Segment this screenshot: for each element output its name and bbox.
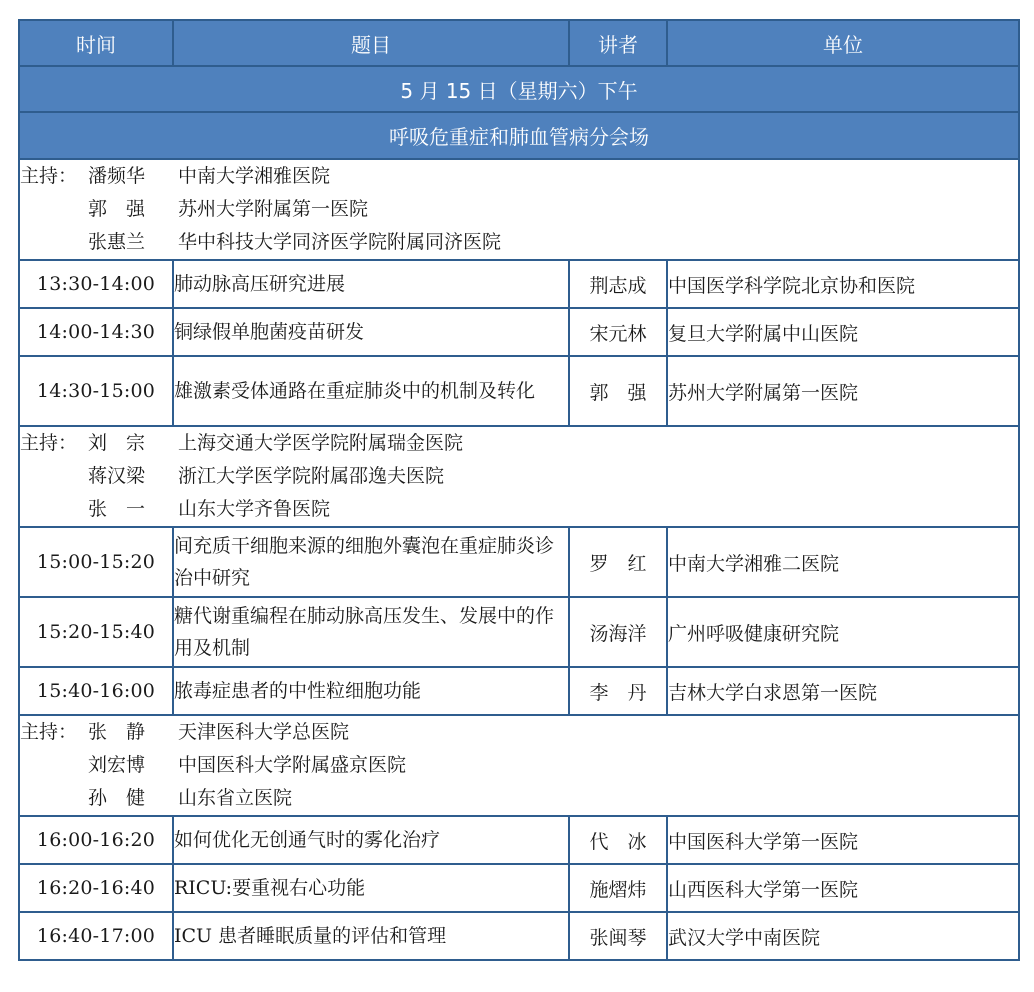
moderator-name: 刘 宗 <box>88 432 146 454</box>
header-topic: 题目 <box>173 20 569 66</box>
talk-speaker: 郭 强 <box>569 356 667 426</box>
talk-topic: 脓毒症患者的中性粒细胞功能 <box>173 667 569 715</box>
moderator-line <box>20 460 1018 493</box>
moderator-row <box>19 159 1019 260</box>
talk-affiliation: 中南大学湘雅二医院 <box>667 527 1019 597</box>
moderator-institution: 中国医科大学附属盛京医院 <box>178 754 407 776</box>
moderator-prefix: 主持： <box>20 432 78 454</box>
talk-speaker: 宋元林 <box>569 308 667 356</box>
talk-speaker: 代 冰 <box>569 816 667 864</box>
talk-row <box>19 356 1019 426</box>
moderator-block <box>19 715 1019 816</box>
moderator-row <box>19 715 1019 816</box>
talk-time: 15:40-16:00 <box>19 667 173 715</box>
talk-row <box>19 864 1019 912</box>
moderator-line <box>20 716 1018 749</box>
moderator-institution: 中南大学湘雅医院 <box>178 165 331 187</box>
moderator-institution: 山东大学齐鲁医院 <box>178 498 331 520</box>
moderator-institution: 苏州大学附属第一医院 <box>178 198 369 220</box>
talk-time: 14:00-14:30 <box>19 308 173 356</box>
session-title: 呼吸危重症和肺血管病分会场 <box>19 112 1019 159</box>
talk-speaker: 罗 红 <box>569 527 667 597</box>
header-row <box>19 20 1019 66</box>
moderator-name: 张惠兰 <box>88 231 146 253</box>
talk-row <box>19 597 1019 667</box>
moderator-block <box>19 426 1019 527</box>
talk-time: 13:30-14:00 <box>19 260 173 308</box>
talk-speaker: 荆志成 <box>569 260 667 308</box>
moderator-row <box>19 426 1019 527</box>
moderator-line <box>20 782 1018 815</box>
session-band-row <box>19 112 1019 159</box>
talk-row <box>19 816 1019 864</box>
talk-topic: 如何优化无创通气时的雾化治疗 <box>173 816 569 864</box>
talk-topic: 雄激素受体通路在重症肺炎中的机制及转化 <box>173 356 569 426</box>
talk-topic: RICU:要重视右心功能 <box>173 864 569 912</box>
moderator-name: 潘频华 <box>88 165 146 187</box>
moderator-institution: 华中科技大学同济医学院附属同济医院 <box>178 231 502 253</box>
talk-speaker: 张闽琴 <box>569 912 667 960</box>
moderator-block <box>19 159 1019 260</box>
talk-time: 15:20-15:40 <box>19 597 173 667</box>
talk-affiliation: 山西医科大学第一医院 <box>667 864 1019 912</box>
moderator-name: 郭 强 <box>88 198 146 220</box>
talk-affiliation: 武汉大学中南医院 <box>667 912 1019 960</box>
moderator-prefix: 主持： <box>20 165 78 187</box>
talk-affiliation: 苏州大学附属第一医院 <box>667 356 1019 426</box>
moderator-institution: 天津医科大学总医院 <box>178 721 350 743</box>
talk-topic: 铜绿假单胞菌疫苗研发 <box>173 308 569 356</box>
talk-speaker: 李 丹 <box>569 667 667 715</box>
talk-row <box>19 912 1019 960</box>
talk-affiliation: 中国医科大学第一医院 <box>667 816 1019 864</box>
talk-topic: ICU 患者睡眠质量的评估和管理 <box>173 912 569 960</box>
talk-topic: 糖代谢重编程在肺动脉高压发生、发展中的作用及机制 <box>173 597 569 667</box>
moderator-prefix: 主持： <box>20 721 78 743</box>
moderator-institution: 山东省立医院 <box>178 787 293 809</box>
talk-affiliation: 中国医学科学院北京协和医院 <box>667 260 1019 308</box>
moderator-name: 蒋汉梁 <box>88 465 146 487</box>
moderator-name: 张 一 <box>88 498 146 520</box>
moderator-line <box>20 226 1018 259</box>
talk-row <box>19 260 1019 308</box>
date-band-row <box>19 66 1019 112</box>
date-band: 5 月 15 日（星期六）下午 <box>19 66 1019 112</box>
moderator-line <box>20 493 1018 526</box>
talk-affiliation: 吉林大学白求恩第一医院 <box>667 667 1019 715</box>
talk-time: 14:30-15:00 <box>19 356 173 426</box>
moderator-line <box>20 749 1018 782</box>
talk-speaker: 汤海洋 <box>569 597 667 667</box>
talk-time: 15:00-15:20 <box>19 527 173 597</box>
moderator-name: 刘宏博 <box>88 754 146 776</box>
talk-affiliation: 广州呼吸健康研究院 <box>667 597 1019 667</box>
header-affiliation: 单位 <box>667 20 1019 66</box>
talk-row <box>19 667 1019 715</box>
talk-row <box>19 308 1019 356</box>
talk-time: 16:00-16:20 <box>19 816 173 864</box>
moderator-institution: 浙江大学医学院附属邵逸夫医院 <box>178 465 445 487</box>
moderator-institution: 上海交通大学医学院附属瑞金医院 <box>178 432 464 454</box>
moderator-line <box>20 193 1018 226</box>
header-time: 时间 <box>19 20 173 66</box>
talk-time: 16:40-17:00 <box>19 912 173 960</box>
talk-topic: 肺动脉高压研究进展 <box>173 260 569 308</box>
schedule-frame <box>18 19 1018 961</box>
moderator-line <box>20 160 1018 193</box>
talk-affiliation: 复旦大学附属中山医院 <box>667 308 1019 356</box>
talk-topic: 间充质干细胞来源的细胞外囊泡在重症肺炎诊治中研究 <box>173 527 569 597</box>
talk-time: 16:20-16:40 <box>19 864 173 912</box>
talk-row <box>19 527 1019 597</box>
talk-speaker: 施熠炜 <box>569 864 667 912</box>
moderator-name: 张 静 <box>88 721 146 743</box>
schedule-table <box>18 19 1020 961</box>
header-speaker: 讲者 <box>569 20 667 66</box>
moderator-name: 孙 健 <box>88 787 146 809</box>
moderator-line <box>20 427 1018 460</box>
